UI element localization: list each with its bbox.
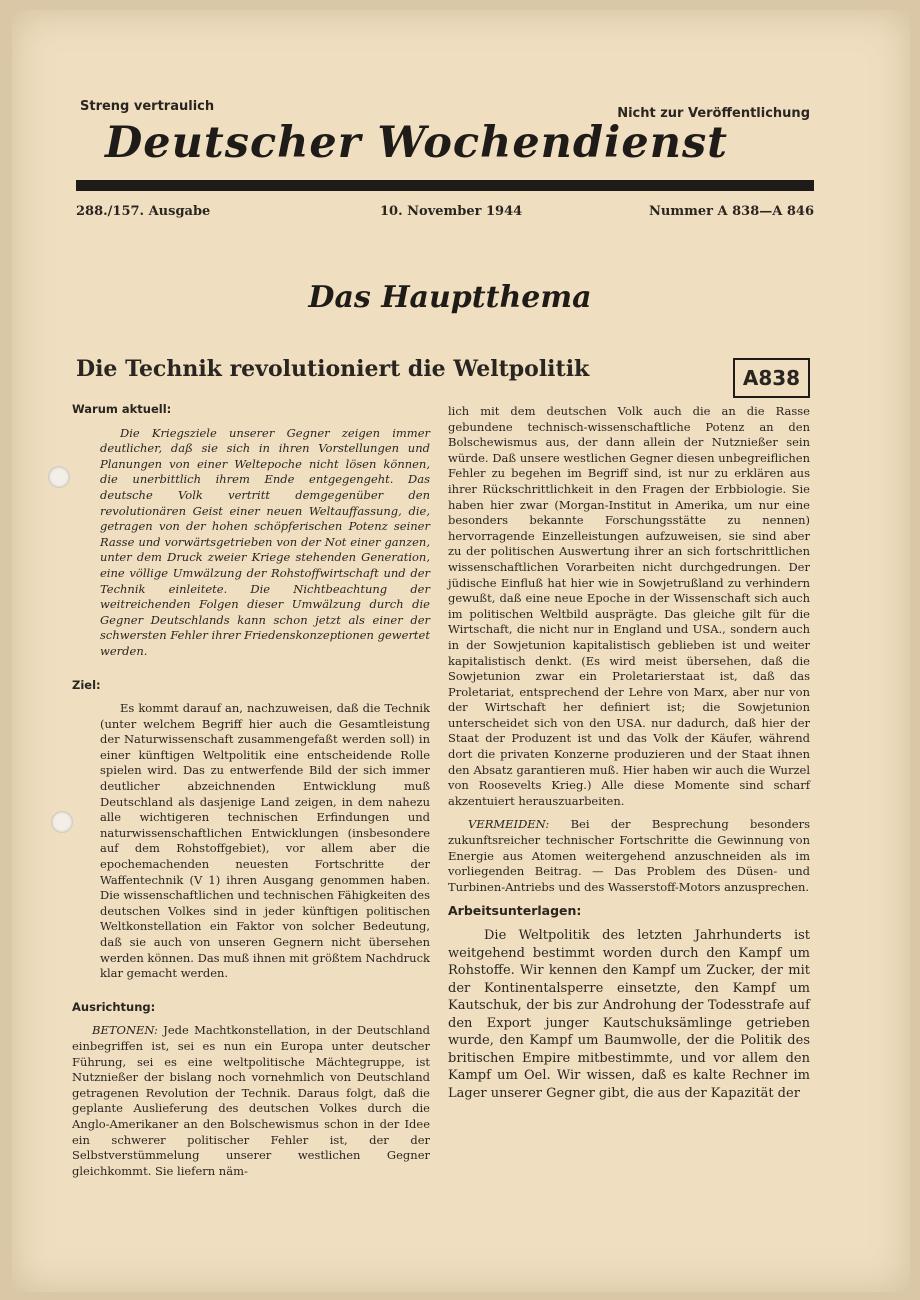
section-title: Das Hauptthema	[308, 280, 592, 315]
article-code-box: A838	[733, 358, 810, 398]
issue-date: 10. November 1944	[380, 204, 523, 219]
vermeiden-paragraph	[448, 817, 810, 895]
masthead-title: Deutscher Wochendienst	[105, 118, 729, 168]
punch-hole-upper	[48, 466, 70, 488]
warum-text: Die Kriegsziele unserer Gegner zeigen immer deutlicher, daß sie sich in ihren Vorstellungen und Planungen von einer Weltepoche nicht lösen können, die unerbittlich ihrem Ende entgegengeht. Das deutsche Volk vertritt demgegenüber den revolutionären Geist einer neuen Weltauffassung, die, getragen von der hohen schöpferischen Potenz seiner Rasse und vorwärtsgetrieben von der Not einer ganzen, unter dem Druck zweier Kriege stehenden Generation, eine völlige Umwälzung der Rohstoffwirtschaft und der Technik einleitete. Die Nichtbeachtung der weitreichenden Folgen dieser Umwälzung durch die Gegner Deutschlands kann schon jetzt als einer der schwersten Fehler ihrer Friedenskonzeptionen gewertet werden.	[100, 425, 430, 658]
masthead-rule	[76, 180, 814, 191]
publication-note: Nicht zur Veröffentlichung	[617, 106, 810, 121]
ausrichtung-label: Ausrichtung:	[72, 999, 156, 1014]
article-headline: Die Technik revolutioniert die Weltpolitik	[76, 356, 590, 382]
vermeiden-label: VERMEIDEN:	[468, 817, 550, 832]
confidential-note: Streng vertraulich	[80, 99, 215, 114]
issue-number: 288./157. Ausgabe	[76, 204, 211, 219]
arbeitsunterlagen-text: Die Weltpolitik des letzten Jahrhunderts ist weitgehend bestimmt worden durch den Kampf um Rohstoffe. Wir kennen den Kampf um Zucker, der mit der Kontinentalsperre einsetzte, den Kampf um Kautschuk, der bis zur Androhung der Todesstrafe auf den Export junger Kautschuksämlinge getrieben wurde, den Kampf um Baumwolle, der die Politik des britischen Empire mitbestimmte, und vor allem den Kampf um Oel. Wir wissen, daß es kalte Rechner im Lager unserer Gegner gibt, die aus der Kapazität der	[448, 928, 810, 1101]
ziel-text: Es kommt darauf an, nachzuweisen, daß die Technik (unter welchem Begriff hier auch die Gesamtleistung der Naturwissenschaft zusammengefaßt werden soll) in einer künftigen Weltpolitik eine entscheidende Rolle spielen wird. Das zu entwerfende Bild der sich immer deutlicher abzeichnenden Entwicklung muß Deutschland als dasjenige Land zeigen, in dem nahezu alle wichtigeren technischen Erfindungen und naturwissenschaftlichen Entwicklungen (insbesondere auf dem Rohstoffgebiet), vor allem aber die epochemachenden neuesten Fortschritte der Waffentechnik (V 1) ihren Ausgang genommen haben. Die wissenschaftlichen und technischen Fähigkeiten des deutschen Volkes sind in jeder künftigen politischen Weltkonstellation ein Faktor von solcher Bedeutung, daß sie auch von unseren Gegnern nicht übersehen werden können. Das muß ihnen mit größtem Nachdruck klar gemacht werden.	[100, 701, 430, 981]
vermeiden-text: Bei der Besprechung besonders zukunftsreicher technischer Fortschritte die Gewinnung von Energie aus Atomen weitergehend anzuschneiden als im vorliegenden Beitrag. — Das Problem des Düsen- und Turbinen-Antriebs und des Wasserstoff-Motors anzusprechen.	[448, 817, 810, 894]
punch-hole-lower	[51, 811, 73, 833]
continued-text: lich mit dem deutschen Volk auch die an die Rasse gebundene technisch-wissenschaftliche Potenz an den Bolschewismus aus, der dann allein der Nutznießer sein würde. Daß unsere westlichen Gegner diesen unbegreiflichen Fehler zu begehen im Begriff sind, ist nur zu erklären aus ihrer Rückschrittlichkeit in den Fragen der Erbbiologie. Sie haben hier zwar (Morgan-Institut in Amerika, um nur eine besonders bekannte Forschungsstätte zu nennen) hervorragende Einzelleistungen aufzuweisen, sie sind aber zu der politischen Auswertung ihrer an sich fortschrittlichen wissenschaftlichen Vorarbeiten nicht durchgedrungen. Der jüdische Einfluß hat hier wie in Sowjetrußland zu verhindern gewußt, daß eine neue Epoche in der Wissenschaft sich auch im politischen Weltbild ausprägte. Das gleiche gilt für die Wirtschaft, die nicht nur in England und USA., sondern auch in der Sowjetunion kapitalistisch geblieben ist und weiter kapitalistisch denkt. (Es wird meist übersehen, daß die Sowjetunion zwar ein Proletarierstaat ist, daß das Proletariat, entsprechend der Lehre von Marx, aber nur von der Wirtschaft her definiert ist; die Sowjetunion unterscheidet sich von den USA. nur dadurch, daß hier der Staat der Produzent ist und das Volk der Käufer, während dort die privaten Konzerne produzieren und der Staat ihnen den Absatz garantieren muß. Hier haben wir auch die Wurzel von Roosevelts Krieg.) Alle diese Momente sind scharf akzentuiert herauszuarbeiten.	[448, 404, 810, 808]
betonen-label: BETONEN:	[92, 1023, 158, 1038]
ziel-label: Ziel:	[72, 677, 101, 692]
arbeitsunterlagen-label: Arbeitsunterlagen:	[448, 903, 582, 919]
right-column	[448, 404, 810, 1102]
article-number-range: Nummer A 838—A 846	[649, 204, 814, 219]
betonen-text: Jede Machtkonstellation, in der Deutschland einbegriffen ist, sei es nun ein Europa unter deutscher Führung, sei es eine weltpolitische Mächtegruppe, ist Nutznießer der bislang noch vornehmlich von Deutschland getragenen Revolution der Technik. Daraus folgt, daß die geplante Auslieferung des deutschen Volkes durch die Anglo-Amerikaner an den Bolschewismus schon in der Idee ein schwerer politischer Fehler ist, der der Selbstverstümmelung unserer westlichen Gegner gleichkommt. Sie liefern näm-	[72, 1023, 430, 1178]
warum-label: Warum aktuell:	[72, 402, 172, 416]
left-column	[72, 402, 430, 1187]
betonen-paragraph	[72, 1023, 430, 1179]
